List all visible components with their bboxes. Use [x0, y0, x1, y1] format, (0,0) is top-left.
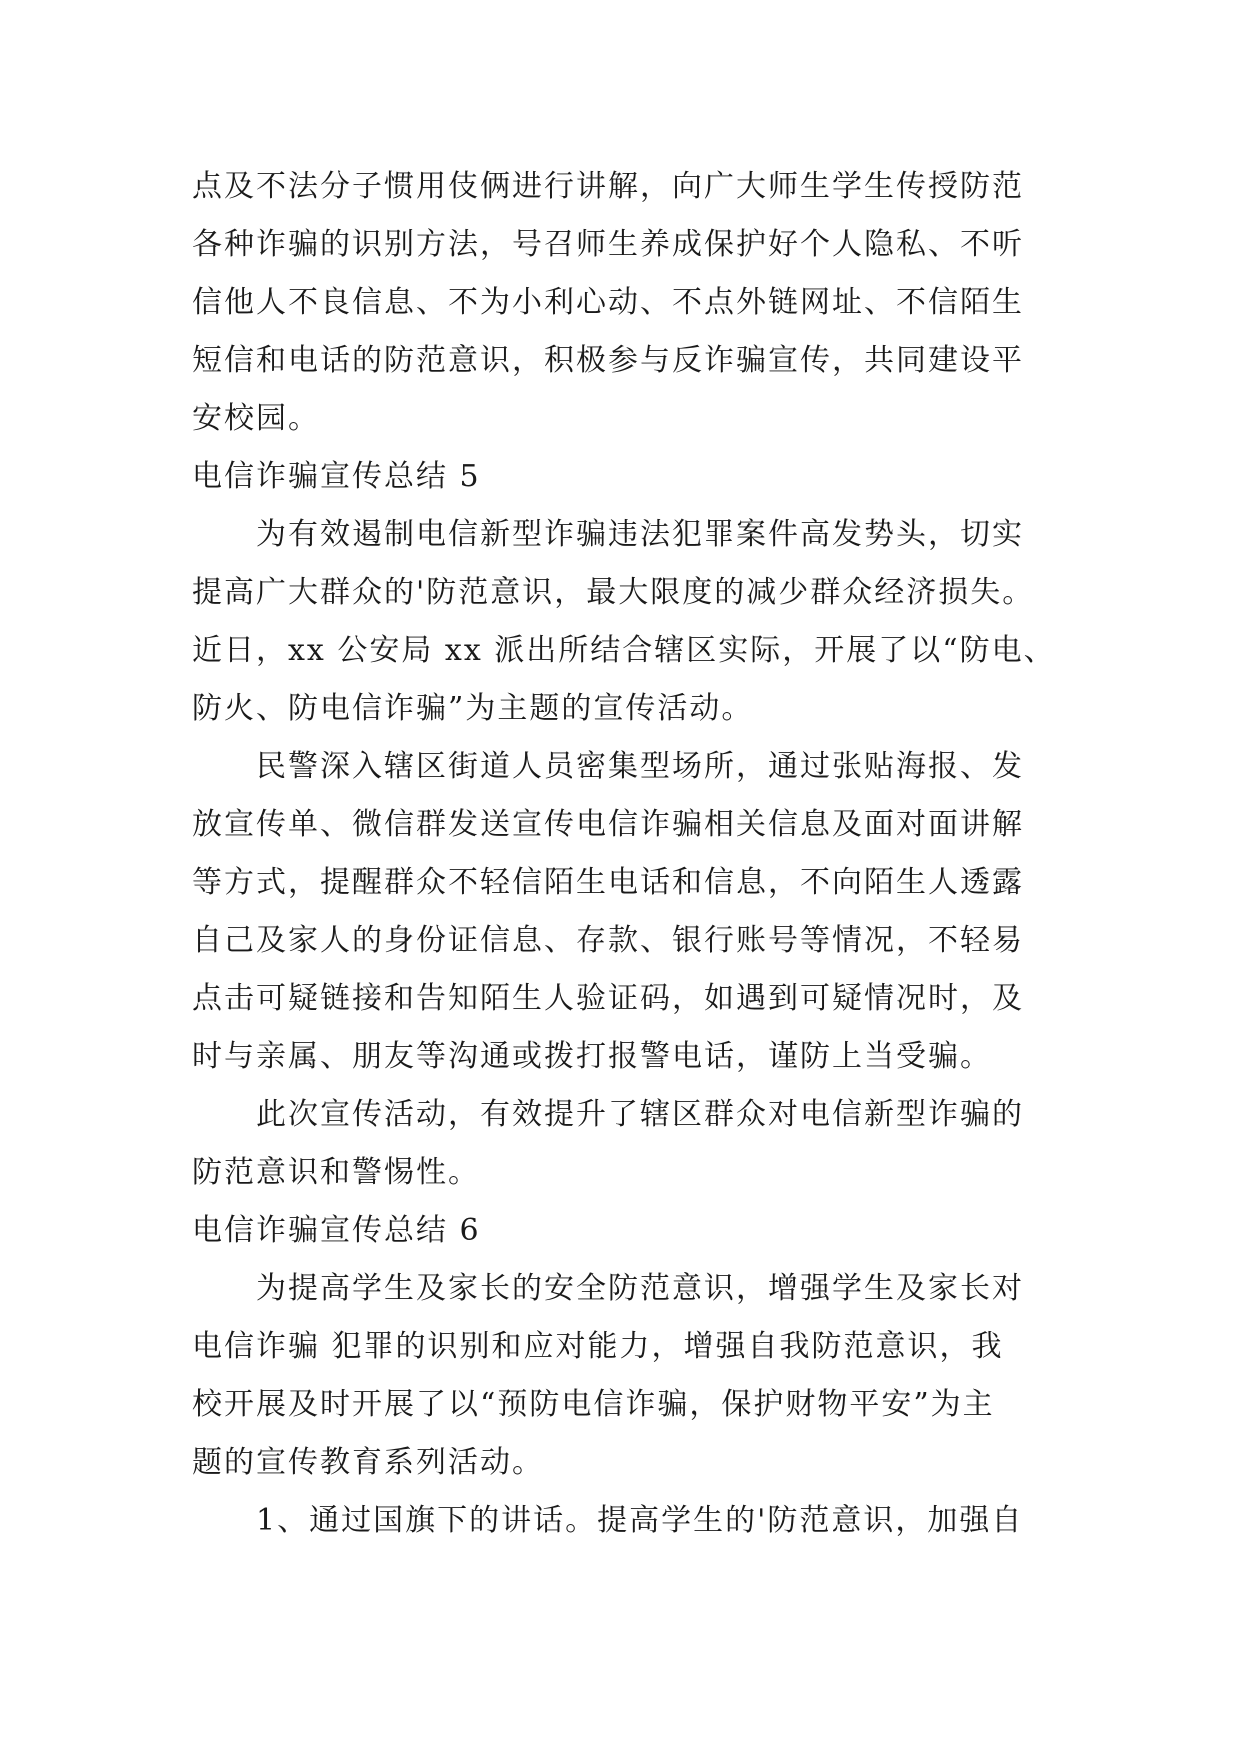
text-line: 电信诈骗 犯罪的识别和应对能力，增强自我防范意识，我 [192, 1329, 1004, 1364]
text-line: 防范意识和警惕性。 [192, 1155, 480, 1190]
text-line: 信他人不良信息、不为小利心动、不点外链网址、不信陌生 [192, 285, 1024, 320]
text-line: 时与亲属、朋友等沟通或拨打报警电话，谨防上当受骗。 [192, 1039, 992, 1074]
text-line: 题的宣传教育系列活动。 [192, 1445, 544, 1480]
text-line: 近日，xx 公安局 xx 派出所结合辖区实际，开展了以“防电、 [192, 633, 1056, 668]
text-line: 各种诈骗的识别方法，号召师生养成保护好个人隐私、不听 [192, 227, 1024, 262]
text-line: 提高广大群众的'防范意识，最大限度的减少群众经济损失。 [192, 575, 1035, 610]
text-line: 电信诈骗宣传总结 6 [192, 1213, 481, 1248]
text-line: 点击可疑链接和告知陌生人验证码，如遇到可疑情况时，及 [192, 981, 1024, 1016]
text-line: 1、通过国旗下的讲话。提高学生的'防范意识，加强自 [256, 1503, 1024, 1538]
text-line: 自己及家人的身份证信息、存款、银行账号等情况，不轻易 [192, 923, 1024, 958]
text-line: 短信和电话的防范意识，积极参与反诈骗宣传，共同建设平 [192, 343, 1024, 378]
text-line: 为有效遏制电信新型诈骗违法犯罪案件高发势头，切实 [256, 517, 1024, 552]
text-line: 为提高学生及家长的安全防范意识，增强学生及家长对 [256, 1271, 1024, 1306]
text-line: 安校园。 [192, 401, 320, 436]
text-line: 民警深入辖区街道人员密集型场所，通过张贴海报、发 [256, 749, 1024, 784]
text-line: 此次宣传活动，有效提升了辖区群众对电信新型诈骗的 [256, 1097, 1024, 1132]
text-line: 校开展及时开展了以“预防电信诈骗，保护财物平安”为主 [192, 1387, 995, 1422]
text-line: 放宣传单、微信群发送宣传电信诈骗相关信息及面对面讲解 [192, 807, 1024, 842]
text-line: 点及不法分子惯用伎俩进行讲解，向广大师生学生传授防范 [192, 169, 1024, 204]
text-line: 等方式，提醒群众不轻信陌生电话和信息，不向陌生人透露 [192, 865, 1024, 900]
document-body [192, 158, 1072, 1550]
text-line: 防火、防电信诈骗”为主题的宣传活动。 [192, 691, 754, 726]
text-line: 电信诈骗宣传总结 5 [192, 459, 481, 494]
